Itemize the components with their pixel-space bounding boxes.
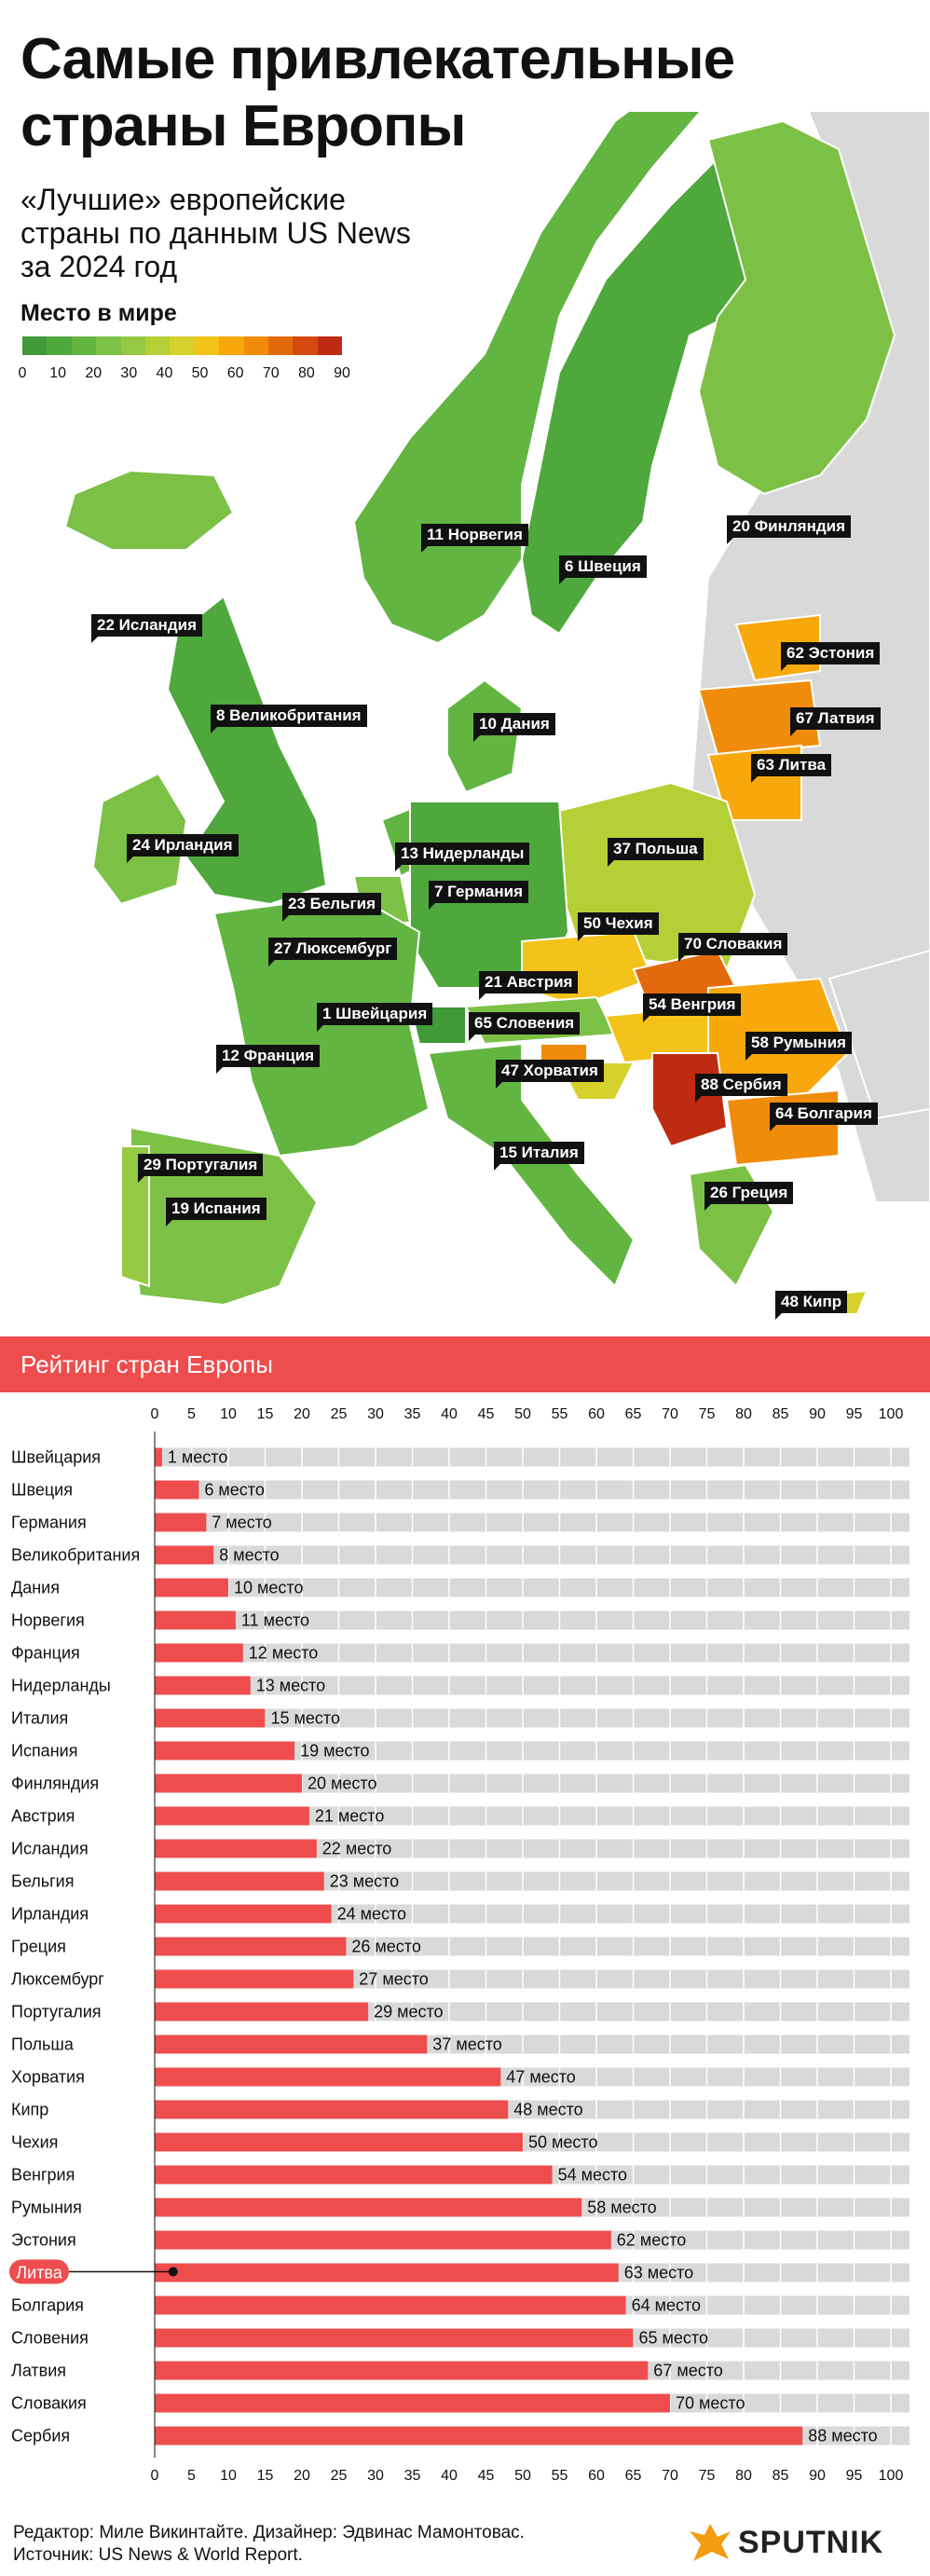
category-label: Франция [11, 1643, 80, 1663]
x-tick-label: 90 [809, 1406, 826, 1422]
value-label: 64 место [631, 2295, 702, 2315]
category-label: Словакия [11, 2393, 87, 2413]
value-label: 47 место [506, 2067, 576, 2087]
category-label: Болгария [11, 2295, 84, 2315]
x-tick-label: 95 [845, 1406, 863, 1422]
credits-source: Источник: US News & World Report. [13, 2545, 303, 2565]
map-country-label: 13 Нидерланды [395, 843, 529, 865]
category-label: Люксембург [11, 1969, 104, 1989]
x-tick-label: 65 [624, 2468, 642, 2484]
category-label: Австрия [11, 1806, 75, 1826]
map-country-label: 65 Словения [469, 1012, 580, 1035]
map-region [727, 1090, 839, 1165]
x-tick-label: 75 [698, 1406, 716, 1422]
x-tick-label: 5 [187, 2468, 196, 2484]
legend-swatch [195, 336, 219, 355]
legend-swatch [22, 336, 47, 355]
legend-tick-label: 20 [85, 365, 103, 381]
bar [155, 2133, 523, 2152]
x-tick-label: 80 [735, 2468, 752, 2484]
value-label: 19 место [300, 1741, 370, 1761]
category-label: Исландия [11, 1839, 89, 1858]
category-label: Финляндия [11, 1774, 100, 1793]
bar [155, 1709, 266, 1728]
map-country-label: 27 Люксембург [268, 938, 397, 960]
legend-tick-label: 40 [156, 365, 173, 381]
map-country-label: 6 Швеция [559, 555, 647, 578]
category-label: Литва [16, 2263, 62, 2282]
legend-swatch [293, 336, 317, 355]
value-label: 88 место [808, 2426, 878, 2446]
x-tick-label: 40 [441, 1406, 458, 1422]
bar [155, 2003, 368, 2021]
x-tick-label: 0 [150, 1406, 159, 1422]
bar [155, 2264, 619, 2282]
category-label: Германия [11, 1513, 87, 1532]
category-label: Хорватия [11, 2067, 85, 2087]
bar [155, 1579, 228, 1597]
map-region [652, 1053, 727, 1146]
x-tick-label: 25 [330, 2468, 348, 2484]
bar-track [155, 1448, 909, 1467]
map-country-label: 19 Испания [166, 1198, 267, 1220]
x-tick-label: 0 [150, 2468, 159, 2484]
map-region [168, 596, 326, 904]
bar [155, 1448, 162, 1467]
bar [155, 1514, 206, 1532]
value-label: 65 место [638, 2328, 708, 2348]
map-country-label: 20 Финляндия [727, 515, 851, 538]
bar [155, 1677, 251, 1695]
ranking-title: Рейтинг стран Европы [21, 1350, 273, 1378]
category-label: Дания [11, 1578, 60, 1597]
x-tick-label: 25 [330, 1406, 348, 1422]
x-tick-label: 20 [294, 2468, 310, 2484]
x-tick-label: 70 [662, 1406, 678, 1422]
legend-tick-label: 10 [49, 365, 67, 381]
category-label: Норвегия [11, 1610, 85, 1630]
map-country-label: 1 Швейцария [317, 1003, 432, 1025]
value-label: 48 место [513, 2100, 583, 2119]
category-label: Бельгия [11, 1871, 75, 1891]
map-country-label: 22 Исландия [91, 614, 202, 637]
legend-swatch [47, 336, 71, 355]
x-tick-label: 55 [551, 1406, 568, 1422]
value-label: 1 место [167, 1447, 228, 1467]
bar [155, 1872, 324, 1891]
map-country-label: 88 Сербия [695, 1074, 787, 1096]
value-label: 6 место [204, 1480, 265, 1500]
map-country-label: 8 Великобритания [211, 705, 367, 727]
legend-tick-label: 30 [120, 365, 138, 381]
x-tick-label: 90 [809, 2468, 826, 2484]
legend-swatch [318, 336, 342, 355]
value-label: 62 место [616, 2230, 687, 2250]
x-tick-label: 20 [294, 1406, 310, 1422]
legend-ticks [18, 365, 350, 384]
bar [155, 1970, 353, 1989]
legend-swatch [268, 336, 293, 355]
legend-tick-label: 60 [226, 365, 244, 381]
legend-color-scale [22, 336, 342, 355]
x-tick-label: 80 [735, 1406, 752, 1422]
x-tick-label: 75 [698, 2468, 716, 2484]
value-label: 11 место [240, 1610, 310, 1630]
value-label: 58 место [587, 2198, 657, 2217]
legend-title: Место в мире [21, 300, 177, 326]
map-country-label: 29 Португалия [138, 1154, 263, 1176]
x-tick-label: 50 [514, 2468, 531, 2484]
page-subtitle: «Лучшие» европейские страны по данным US News за 2024 год [21, 183, 411, 283]
category-label: Словения [11, 2328, 89, 2348]
credits [13, 2522, 525, 2567]
bar [155, 1644, 243, 1663]
map-country-label: 24 Ирландия [127, 834, 239, 856]
value-label: 29 место [374, 2002, 444, 2021]
x-tick-label: 85 [772, 2468, 789, 2484]
value-label: 23 место [329, 1871, 400, 1891]
bar [155, 1938, 346, 1956]
legend-swatch [170, 336, 194, 355]
map-country-label: 23 Бельгия [282, 893, 381, 915]
map-country-label: 10 Дания [473, 713, 555, 735]
legend-tick-label: 90 [334, 365, 350, 381]
legend-tick-label: 70 [262, 365, 280, 381]
page-title: Самые привлекательные страны Европы [21, 27, 735, 158]
x-tick-label: 50 [514, 1406, 531, 1422]
map-country-label: 26 Греция [704, 1182, 793, 1204]
legend-tick-label: 80 [297, 365, 315, 381]
value-label: 21 место [314, 1806, 385, 1826]
category-label: Латвия [11, 2361, 67, 2380]
category-label: Италия [11, 1708, 69, 1728]
category-label: Кипр [11, 2100, 49, 2119]
sputnik-star-icon [690, 2522, 731, 2563]
category-label: Ирландия [11, 1904, 89, 1924]
bar [155, 2329, 634, 2348]
legend-swatch [219, 336, 243, 355]
value-label: 24 место [336, 1904, 407, 1924]
x-tick-label: 60 [588, 2468, 605, 2484]
x-tick-label: 30 [367, 2468, 384, 2484]
map-country-label: 11 Норвегия [421, 524, 528, 546]
legend-tick-label: 0 [18, 365, 27, 381]
value-label: 63 место [623, 2263, 694, 2282]
map-country-label: 50 Чехия [578, 912, 659, 935]
bar-track [155, 1481, 909, 1500]
bar [155, 1481, 198, 1500]
x-tick-label: 40 [441, 2468, 458, 2484]
map-region [65, 471, 233, 550]
category-label: Венгрия [11, 2165, 75, 2185]
value-label: 26 место [351, 1937, 421, 1956]
x-tick-label: 45 [477, 1406, 495, 1422]
logo-text: SPUTNIK [738, 2524, 884, 2560]
bar [155, 1774, 302, 1793]
bar [155, 1742, 294, 1761]
x-tick-label: 55 [551, 2468, 568, 2484]
sputnik-logo [690, 2522, 883, 2563]
value-label: 8 место [219, 1545, 280, 1565]
map-country-label: 63 Литва [751, 754, 831, 776]
value-label: 54 место [557, 2165, 628, 2185]
map-country-label: 12 Франция [216, 1045, 320, 1067]
x-tick-label: 65 [624, 1406, 642, 1422]
value-label: 70 место [676, 2393, 745, 2413]
x-tick-label: 85 [772, 1406, 789, 1422]
bar [155, 2296, 626, 2315]
bar-track [155, 1709, 909, 1728]
map-country-label: 15 Италия [494, 1142, 584, 1164]
bar [155, 2362, 648, 2380]
value-label: 67 место [653, 2361, 723, 2380]
map-country-label: 54 Венгрия [643, 993, 741, 1016]
map-country-label: 48 Кипр [775, 1291, 847, 1313]
map-country-label: 64 Болгария [770, 1103, 878, 1125]
x-tick-label: 15 [256, 1406, 274, 1422]
x-tick-label: 95 [845, 2468, 863, 2484]
legend-swatch [145, 336, 170, 355]
bar [155, 2068, 500, 2087]
category-label: Швейцария [11, 1447, 102, 1467]
map-country-label: 62 Эстония [781, 642, 880, 665]
x-tick-label: 35 [403, 1406, 421, 1422]
bar [155, 2394, 670, 2413]
category-label: Нидерланды [11, 1676, 111, 1695]
x-tick-label: 30 [367, 1406, 384, 1422]
category-label: Польша [11, 2035, 74, 2054]
bar [155, 1807, 309, 1826]
category-label: Испания [11, 1741, 78, 1761]
ranking-bar-chart [0, 1392, 930, 2511]
value-label: 20 место [308, 1774, 377, 1793]
legend-tick-label: 50 [191, 365, 209, 381]
x-tick-label: 100 [878, 2468, 904, 2484]
value-label: 37 место [432, 2035, 502, 2054]
x-tick-label: 35 [403, 2468, 421, 2484]
category-label: Сербия [11, 2426, 71, 2446]
map-country-label: 67 Латвия [790, 707, 881, 730]
x-tick-label: 45 [477, 2468, 495, 2484]
bar [155, 2231, 611, 2250]
value-label: 50 место [528, 2132, 598, 2152]
legend-swatch [244, 336, 268, 355]
value-label: 12 место [248, 1643, 319, 1663]
bar [155, 1546, 213, 1565]
category-label: Греция [11, 1937, 66, 1956]
map-country-label: 58 Румыния [745, 1032, 852, 1054]
legend-swatch [121, 336, 145, 355]
category-label: Швеция [11, 1480, 73, 1500]
x-tick-label: 60 [588, 1406, 605, 1422]
value-label: 13 место [255, 1676, 326, 1695]
value-label: 15 место [270, 1708, 340, 1728]
map-country-label: 47 Хорватия [496, 1060, 604, 1082]
bar [155, 2035, 427, 2054]
value-label: 10 место [234, 1578, 304, 1597]
category-label: Великобритания [11, 1545, 141, 1565]
map-country-label: 37 Польша [608, 838, 704, 860]
bar [155, 2427, 802, 2446]
x-tick-label: 100 [878, 1406, 904, 1422]
category-label: Румыния [11, 2198, 82, 2217]
bar [155, 2101, 508, 2119]
map-country-label: 7 Германия [429, 881, 528, 903]
legend-swatch [96, 336, 120, 355]
credits-editor-designer: Редактор: Миле Викинтайте. Дизайнер: Эдвинас Мамонтовас. [13, 2523, 525, 2542]
value-label: 27 место [359, 1969, 429, 1989]
legend-swatch [72, 336, 96, 355]
bar [155, 2166, 553, 2185]
map-country-label: 70 Словакия [678, 933, 787, 955]
bar [155, 2199, 581, 2217]
category-label: Португалия [11, 2002, 102, 2021]
map-region [447, 680, 522, 792]
bar [155, 1905, 332, 1924]
x-tick-label: 15 [256, 2468, 274, 2484]
x-tick-label: 10 [220, 1406, 237, 1422]
value-label: 7 место [212, 1513, 272, 1532]
highlight-dot [169, 2268, 178, 2277]
ranking-header [0, 1336, 930, 1392]
x-tick-label: 10 [220, 2468, 237, 2484]
x-tick-label: 70 [662, 2468, 678, 2484]
bar [155, 1840, 317, 1858]
map-country-label: 21 Австрия [479, 971, 578, 993]
bar [155, 1611, 236, 1630]
category-label: Эстония [11, 2230, 76, 2250]
value-label: 22 место [321, 1839, 392, 1858]
category-label: Чехия [11, 2132, 59, 2152]
x-tick-label: 5 [187, 1406, 196, 1422]
